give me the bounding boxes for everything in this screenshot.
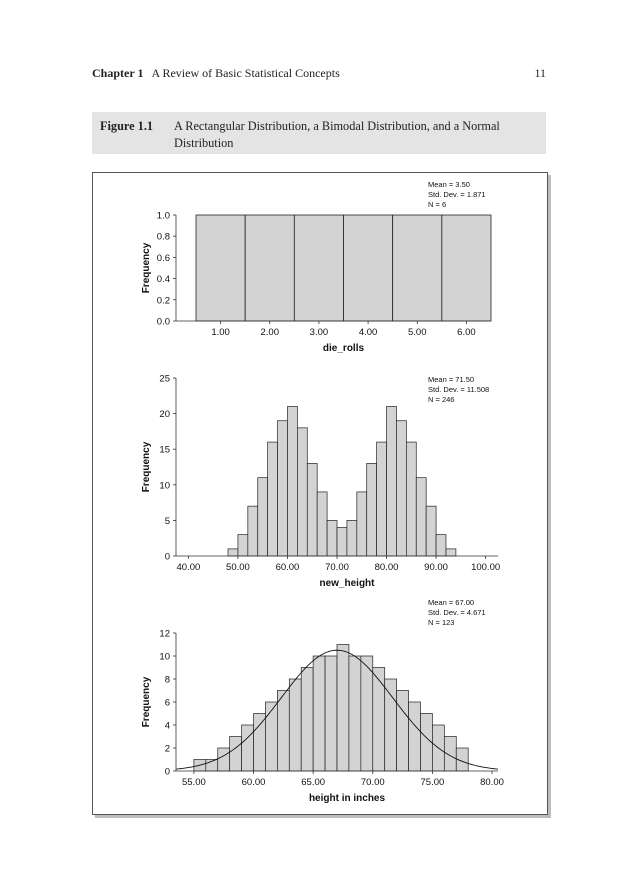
- histogram-bar: [317, 492, 327, 556]
- y-tick-label: 5: [164, 515, 170, 527]
- y-axis-title: Frequency: [141, 242, 152, 294]
- rectangular-histogram: [93, 173, 547, 368]
- chapter-title: A Review of Basic Statistical Concepts: [151, 66, 340, 80]
- histogram-bar: [218, 748, 230, 771]
- histogram-bar: [307, 463, 317, 556]
- x-tick-label: 60.00: [241, 777, 266, 788]
- figure-frame: [92, 172, 548, 815]
- y-tick-label: 0.4: [156, 274, 170, 286]
- y-tick-label: 4: [164, 720, 170, 732]
- x-tick-label: 75.00: [420, 777, 445, 788]
- histogram-bar: [344, 215, 393, 321]
- histogram-bar: [446, 549, 456, 556]
- y-tick-label: 20: [159, 409, 170, 421]
- histogram-bar: [393, 215, 442, 321]
- histogram-bar: [385, 679, 397, 771]
- y-tick-label: 10: [159, 651, 170, 663]
- stats-line: Mean = 67.00: [428, 598, 475, 607]
- histogram-bar: [278, 421, 288, 556]
- x-tick-label: 80.00: [374, 562, 399, 573]
- histogram-bar: [327, 520, 337, 556]
- histogram-bar: [248, 506, 258, 556]
- stats-line: N = 246: [428, 395, 455, 404]
- x-axis-title: height in inches: [308, 793, 386, 804]
- y-tick-label: 2: [164, 743, 170, 755]
- x-tick-label: 2.00: [260, 327, 279, 338]
- histogram-bar: [254, 714, 266, 772]
- histogram-bar: [277, 691, 289, 772]
- histogram-bar: [436, 535, 446, 556]
- histogram-bar: [313, 656, 325, 771]
- figure-label: Figure 1.1: [100, 119, 154, 133]
- x-tick-label: 40.00: [176, 562, 201, 573]
- histogram-bar: [337, 645, 349, 772]
- stats-line: Mean = 3.50: [428, 180, 470, 189]
- histogram-bar: [228, 549, 238, 556]
- x-tick-label: 55.00: [181, 777, 206, 788]
- stats-line: Std. Dev. = 11.508: [428, 385, 490, 394]
- bimodal-histogram: [93, 368, 547, 593]
- y-tick-label: 10: [159, 480, 170, 492]
- stats-line: Std. Dev. = 4.671: [428, 608, 486, 617]
- x-tick-label: 1.00: [211, 327, 230, 338]
- histogram-bar: [409, 702, 421, 771]
- histogram-bar: [289, 679, 301, 771]
- histogram-bar: [242, 725, 254, 771]
- histogram-bar: [426, 506, 436, 556]
- x-tick-label: 60.00: [275, 562, 300, 573]
- x-tick-label: 80.00: [480, 777, 504, 788]
- running-head: [92, 66, 546, 84]
- y-axis-title: Frequency: [141, 441, 152, 493]
- histogram-bar: [294, 215, 343, 321]
- y-tick-label: 8: [164, 674, 170, 686]
- y-tick-label: 6: [164, 697, 170, 709]
- histogram-bar: [268, 442, 278, 556]
- x-axis-title: die_rolls: [322, 343, 365, 354]
- chapter-label: Chapter 1: [92, 66, 144, 80]
- histogram-bar: [287, 406, 297, 556]
- page-number: 11: [534, 66, 546, 80]
- histogram-bar: [406, 442, 416, 556]
- stats-line: Mean = 71.50: [428, 375, 475, 384]
- x-tick-label: 50.00: [226, 562, 250, 573]
- histogram-bar: [347, 520, 357, 556]
- histogram-bar: [357, 492, 367, 556]
- x-tick-label: 6.00: [457, 327, 476, 338]
- x-tick-label: 3.00: [309, 327, 329, 338]
- histogram-bar: [373, 668, 385, 772]
- y-tick-label: 0.6: [156, 252, 170, 264]
- histogram-bar: [238, 535, 248, 556]
- y-tick-label: 0: [164, 551, 170, 563]
- histogram-bar: [442, 215, 491, 321]
- histogram-bar: [420, 714, 432, 772]
- x-tick-label: 90.00: [424, 562, 448, 573]
- figure-caption: A Rectangular Distribution, a Bimodal Distribution, and a Normal Distribution: [174, 119, 500, 150]
- histogram-bar: [361, 656, 373, 771]
- y-tick-label: 0.2: [156, 295, 170, 307]
- histogram-bar: [230, 737, 242, 772]
- figure-caption-box: [92, 112, 546, 154]
- histogram-bar: [245, 215, 294, 321]
- y-axis-title: Frequency: [141, 676, 152, 728]
- y-tick-label: 0.8: [156, 231, 170, 243]
- histogram-bar: [349, 656, 361, 771]
- x-tick-label: 70.00: [360, 777, 385, 788]
- normal-histogram: [93, 593, 547, 814]
- histogram-bar: [397, 691, 409, 772]
- histogram-bar: [377, 442, 387, 556]
- histogram-bar: [301, 668, 313, 772]
- histogram-bar: [196, 215, 245, 321]
- y-tick-label: 0: [164, 766, 170, 778]
- stats-line: N = 123: [428, 618, 455, 627]
- histogram-bar: [396, 421, 406, 556]
- x-tick-label: 4.00: [358, 327, 378, 338]
- x-axis-title: new_height: [319, 578, 375, 589]
- histogram-bar: [325, 656, 337, 771]
- histogram-bar: [337, 528, 347, 556]
- histogram-bar: [416, 478, 426, 556]
- y-tick-label: 0.0: [156, 316, 170, 328]
- stats-line: Std. Dev. = 1.871: [428, 190, 486, 199]
- y-tick-label: 15: [159, 444, 170, 456]
- y-tick-label: 1.0: [156, 210, 170, 222]
- histogram-bar: [297, 428, 307, 556]
- x-tick-label: 70.00: [325, 562, 349, 573]
- histogram-bar: [387, 406, 397, 556]
- x-tick-label: 100.00: [471, 562, 501, 573]
- y-tick-label: 12: [159, 628, 170, 640]
- stats-line: N = 6: [428, 200, 447, 209]
- x-tick-label: 5.00: [408, 327, 427, 338]
- histogram-bar: [265, 702, 277, 771]
- histogram-bar: [367, 463, 377, 556]
- x-tick-label: 65.00: [301, 777, 326, 788]
- y-tick-label: 25: [159, 373, 170, 385]
- histogram-bar: [258, 478, 268, 556]
